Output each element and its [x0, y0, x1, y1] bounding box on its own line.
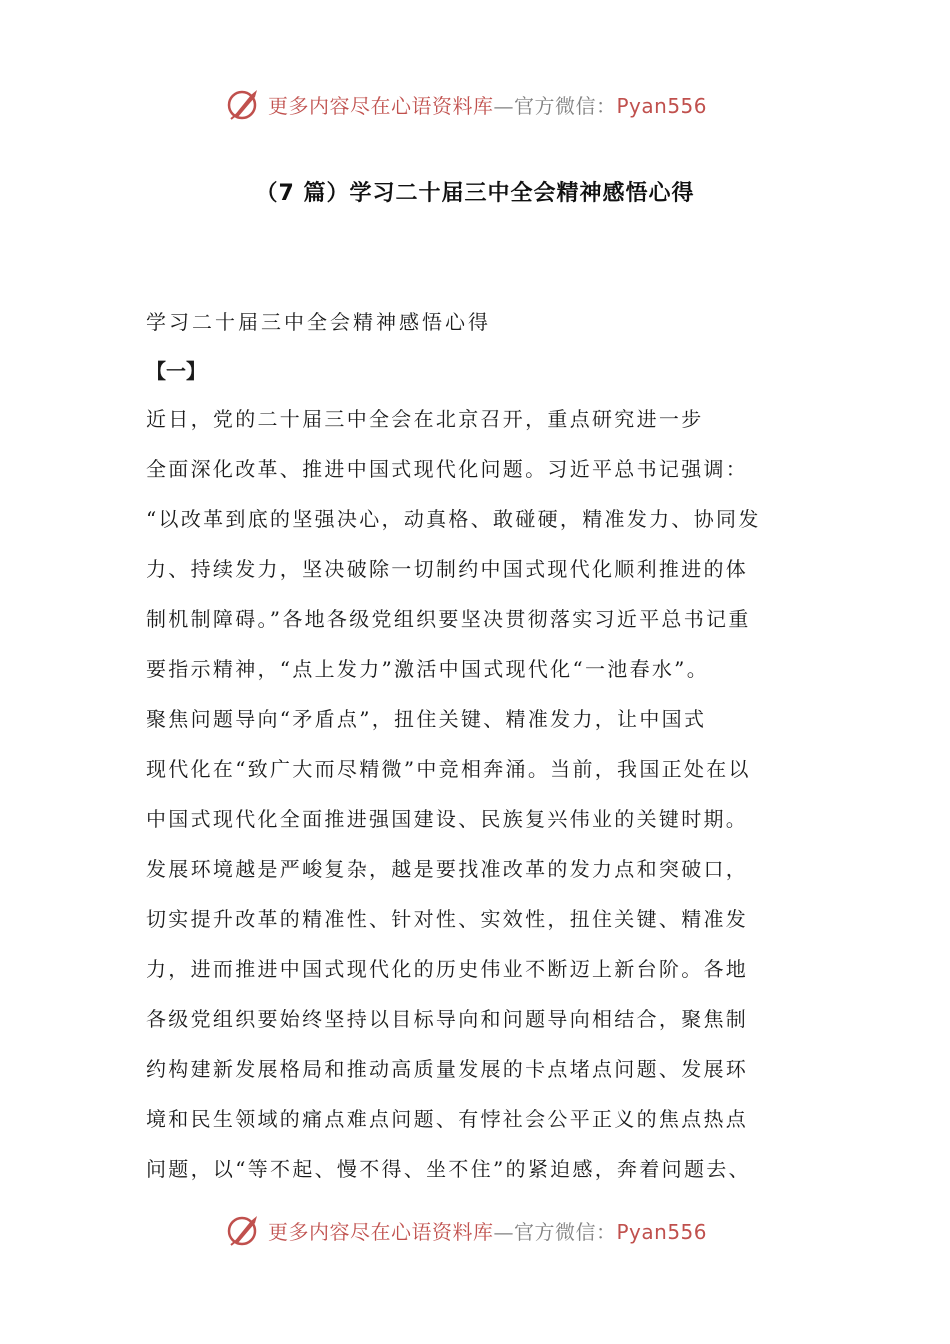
body-line: 切实提升改革的精准性、针对性、实效性，扭住关键、精准发 [146, 907, 749, 931]
watermark-sub-text: 官方微信： [514, 1220, 617, 1244]
body-line: 约构建新发展格局和推动高质量发展的卡点堵点问题、发展环 [146, 1057, 749, 1081]
body-line: “以改革到底的坚强决心，动真格、敢碰硬，精准发力、协同发 [146, 507, 761, 531]
body-line: 各级党组织要始终坚持以目标导向和问题导向相结合，聚焦制 [146, 1007, 749, 1031]
body-line: 中国式现代化全面推进强国建设、民族复兴伟业的关键时期。 [146, 807, 749, 831]
watermark-main-text: 更多内容尽在心语资料库 [268, 1220, 494, 1244]
pen-nib-circle-icon [225, 86, 263, 122]
body-line: 全面深化改革、推进中国式现代化问题。习近平总书记强调： [146, 457, 749, 481]
body-line: 近日，党的二十届三中全会在北京召开，重点研究进一步 [146, 407, 704, 431]
body-line: 要指示精神，“点上发力”激活中国式现代化“一池春水”。 [146, 657, 709, 681]
section-marker: 【一】 [146, 359, 206, 383]
body-line: 力、持续发力，坚决破除一切制约中国式现代化顺利推进的体 [146, 557, 749, 581]
body-text [146, 404, 786, 1204]
watermark-main-text: 更多内容尽在心语资料库 [268, 94, 494, 118]
document-subtitle: 学习二十届三中全会精神感悟心得 [146, 310, 491, 334]
body-line: 力，进而推进中国式现代化的历史伟业不断迈上新台阶。各地 [146, 957, 749, 981]
watermark-separator: — [493, 1220, 514, 1244]
body-line: 问题，以“等不起、慢不得、坐不住”的紧迫感，奔着问题去、 [146, 1157, 751, 1181]
watermark-sub-text: 官方微信： [514, 94, 617, 118]
watermark-wechat-id: Pyan556 [616, 1220, 708, 1244]
body-line: 制机制障碍。”各地各级党组织要坚决贯彻落实习近平总书记重 [146, 607, 751, 631]
body-line: 境和民生领域的痛点难点问题、有悖社会公平正义的焦点热点 [146, 1107, 749, 1131]
watermark-wechat-id: Pyan556 [616, 94, 708, 118]
footer-watermark [0, 1210, 950, 1250]
document-title: （7 篇）学习二十届三中全会精神感悟心得 [255, 181, 695, 206]
body-line: 发展环境越是严峻复杂，越是要找准改革的发力点和突破口， [146, 857, 749, 881]
pen-nib-circle-icon [225, 1212, 263, 1248]
body-line: 现代化在“致广大而尽精微”中竞相奔涌。当前，我国正处在以 [146, 757, 751, 781]
header-watermark [0, 84, 950, 124]
body-line: 聚焦问题导向“矛盾点”，扭住关键、精准发力，让中国式 [146, 707, 707, 731]
watermark-separator: — [493, 94, 514, 118]
